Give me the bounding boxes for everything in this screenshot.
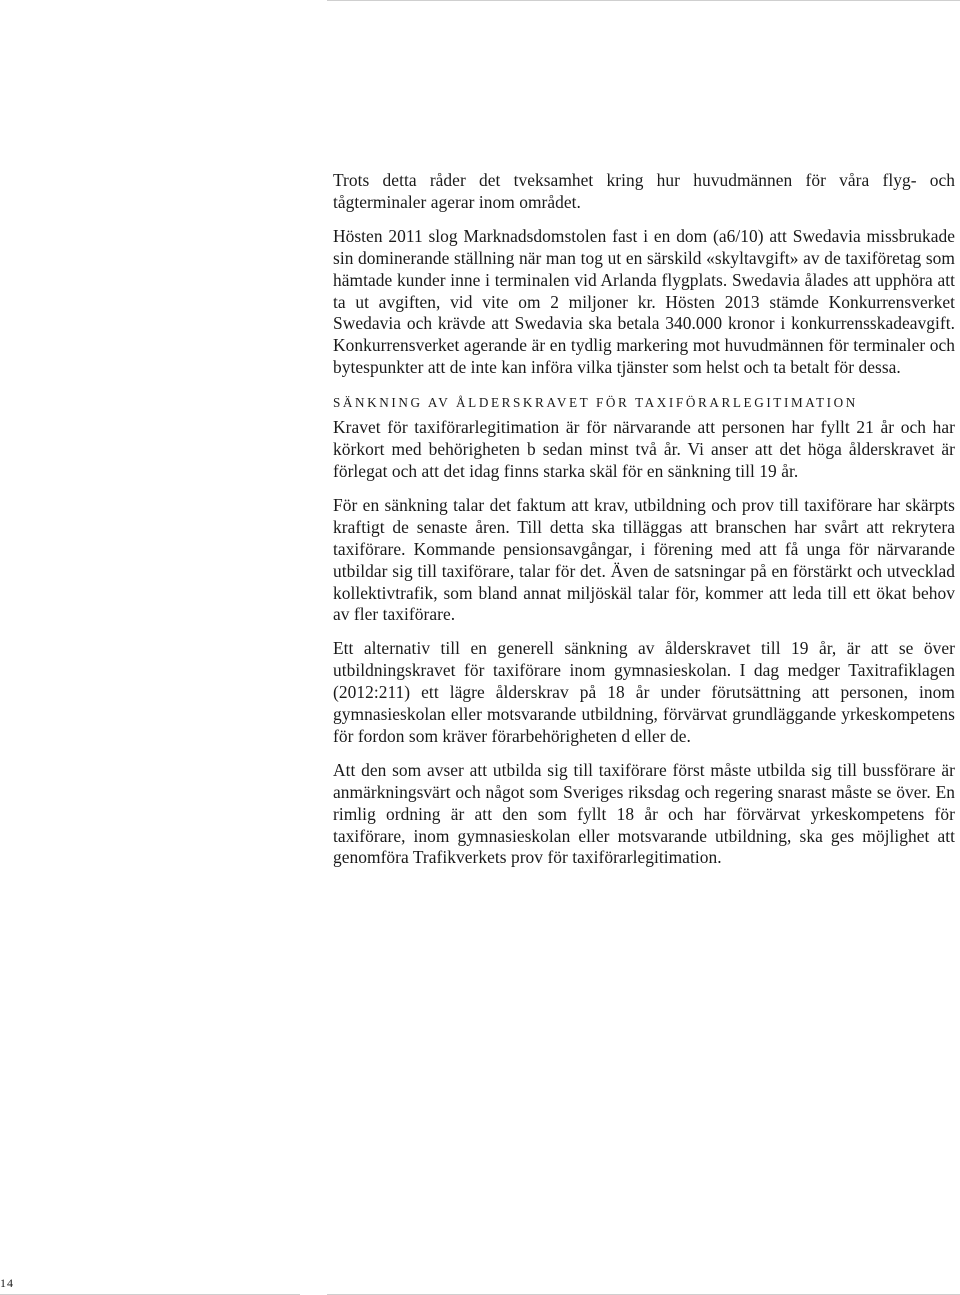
top-rule: [327, 0, 960, 1]
page-number: 14: [0, 1276, 14, 1290]
paragraph: Att den som avser att utbilda sig till taxiförare först måste utbilda sig till bussförare är anmärkningsvärt och något som Sveriges riksdag och regering snarast måste se över. En rimlig ordning är att den som fyllt 18 år och har förvärvat yrkeskompetens för taxiförare, inom gymnasieskolan eller motsvarande utbildning, ska ges möjlighet att genomföra Trafikverkets prov för taxiförarlegitimation.: [333, 759, 955, 868]
paragraph: Kravet för taxiförarlegitimation är för närvarande att personen har fyllt 21 år och har körkort med behörigheten b sedan minst två år. Vi anser att det höga ålderskravet är förlegat och att det idag finns starka skäl för en sänkning till 19 år.: [333, 417, 955, 481]
paragraph: För en sänkning talar det faktum att krav, utbildning och prov till taxiförare har skärpts kraftigt de senaste åren. Till detta ska tilläggas att branschen har svårt att rekrytera taxiförare. Kommande pensionsavgångar, i förening med att få unga för närvarande utbildar sig till taxiförare, talar för det. Även de satsningar på en förstärkt och utvecklad kollektivtrafik, som bland annat miljöskäl talar för, kommer att leda till ett ökat behov av fler taxiförare.: [333, 494, 955, 625]
paragraph: Hösten 2011 slog Marknadsdomstolen fast i en dom (a6/10) att Swedavia missbrukade sin dominerande ställning när man tog ut en särskild «skyltavgift» av de taxiföretag som hämtade kunder inne i terminalen vid Arlanda flygplats. Swedavia ålades att upphöra att ta ut avgiften, vid vite om 2 miljoner kr. Hösten 2013 stämde Konkurrensverket Swedavia och krävde att Swedavia ska betala 340.000 kronor i konkurrensskadeavgift. Konkurrensverket agerande är en tydlig markering mot huvudmännen för terminaler och bytespunkter att de inte kan införa vilka tjänster som helst och ta betalt för dessa.: [333, 225, 955, 378]
paragraph: Ett alternativ till en generell sänkning av ålderskravet till 19 år, är att se över utbildningskravet för taxiförare inom gymnasieskolan. I dag medger Taxitrafiklagen (2012:211) ett lägre ålderskrav på 18 år under förutsättning att personen, inom gymnasieskolan eller motsvarande utbildning, förvärvat grundläggande yrkeskompetens för fordon som kräver förarbehörigheten d eller de.: [333, 638, 955, 746]
paragraph-gap: [333, 214, 955, 226]
paragraph: Trots detta råder det tveksamhet kring hur huvudmännen för våra flyg- och tågterminaler agerar inom området.: [333, 170, 955, 212]
paragraph-gap: [333, 483, 955, 495]
article-body: [333, 170, 955, 869]
section-heading: SÄNKNING AV ÅLDERSKRAVET FÖR TAXIFÖRARLEGITIMATION: [333, 395, 858, 411]
paragraph-gap: [333, 626, 955, 638]
paragraph-gap: [333, 748, 955, 760]
